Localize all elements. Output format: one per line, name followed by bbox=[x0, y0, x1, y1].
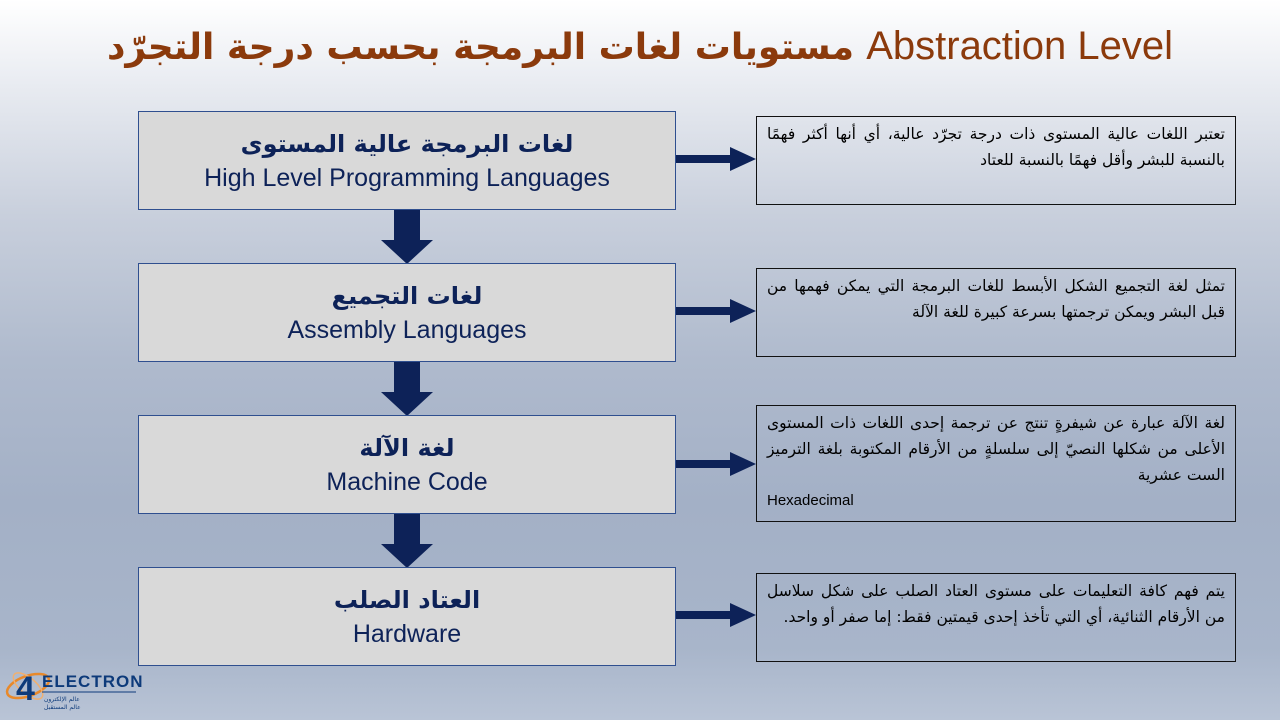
description-text: لغة الآلة عبارة عن شيفرةٍ تنتج عن ترجمة إحدى اللغات ذات المستوى الأعلى من شكلها النصيّ إلى سلسلةٍ من الأرقام المكتوبة بلغة الترميز الست عشرية bbox=[767, 414, 1225, 484]
description-text-english: Hexadecimal bbox=[767, 492, 854, 509]
level-english-label: Machine Code bbox=[326, 467, 488, 496]
description-text: تعتبر اللغات عالية المستوى ذات درجة تجرّد عالية، أي أنها أكثر فهمًا بالنسبة للبشر وأقل فهمًا بالنسبة للعتاد bbox=[767, 125, 1225, 169]
description-box-hardware bbox=[756, 573, 1236, 662]
level-arabic-label: لغات التجميع bbox=[331, 281, 483, 310]
logo-tagline-2: عالم المستقبل bbox=[44, 704, 81, 711]
electron-logo bbox=[4, 656, 144, 718]
down-arrow-icon bbox=[381, 514, 433, 568]
right-arrow-icon bbox=[676, 299, 756, 323]
description-box-assembly bbox=[756, 268, 1236, 357]
level-arabic-label: العتاد الصلب bbox=[333, 585, 481, 614]
level-arabic-label: لغة الآلة bbox=[359, 433, 455, 462]
logo-tagline bbox=[44, 696, 136, 712]
title-arabic: مستويات لغات البرمجة بحسب درجة التجرّد bbox=[106, 27, 855, 68]
level-english-label: Hardware bbox=[352, 619, 462, 648]
right-arrow-icon bbox=[676, 147, 756, 171]
logo-brand-text: ELECTRON bbox=[42, 672, 144, 691]
level-english-label: High Level Programming Languages bbox=[204, 163, 610, 192]
down-arrow-icon bbox=[381, 362, 433, 416]
right-arrow-icon bbox=[676, 452, 756, 476]
level-box-high-level bbox=[138, 111, 676, 210]
level-english-label: Assembly Languages bbox=[287, 315, 527, 344]
level-box-hardware bbox=[138, 567, 676, 666]
description-text: يتم فهم كافة التعليمات على مستوى العتاد الصلب على شكل سلاسل من الأرقام الثنائية، أي التي تأخذ إحدى قيمتين فقط: إما صفر أو واحد. bbox=[767, 582, 1225, 626]
down-arrow-icon bbox=[381, 210, 433, 264]
svg-text:4: 4 bbox=[16, 670, 35, 708]
description-box-high-level bbox=[756, 116, 1236, 205]
level-box-assembly bbox=[138, 263, 676, 362]
level-box-machine-code bbox=[138, 415, 676, 514]
level-arabic-label: لغات البرمجة عالية المستوى bbox=[240, 129, 574, 158]
right-arrow-icon bbox=[676, 603, 756, 627]
logo-tagline-1: عالم الإلكترون bbox=[44, 696, 80, 703]
slide-title bbox=[0, 18, 1280, 76]
title-english: Abstraction Level bbox=[866, 24, 1174, 68]
description-box-machine-code bbox=[756, 405, 1236, 522]
description-text: تمثل لغة التجميع الشكل الأبسط للغات البرمجة التي يمكن فهمها من قبل البشر ويمكن ترجمتها بسرعة كبيرة للغة الآلة bbox=[767, 277, 1225, 321]
